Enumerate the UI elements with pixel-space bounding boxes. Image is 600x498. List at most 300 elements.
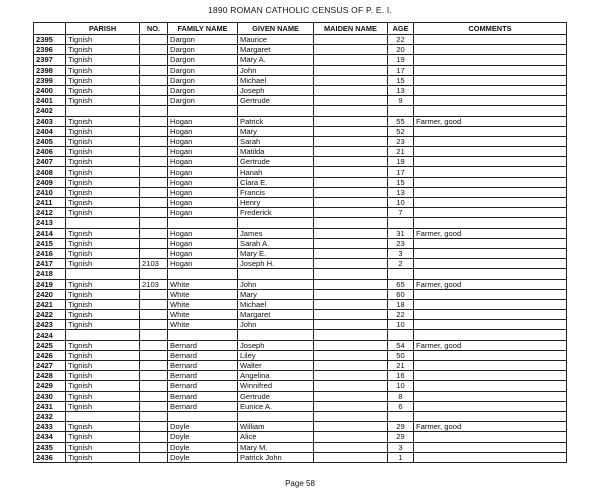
cell-age: 13 [388,85,414,95]
table-row [34,96,567,106]
cell-parish: Tignish [66,299,140,309]
cell-comments: Farmer, good [414,340,567,350]
cell-row-number: 2398 [34,65,66,75]
cell-maiden-name [314,289,388,299]
cell-age: 29 [388,432,414,442]
table-row [34,381,567,391]
cell-parish: Tignish [66,177,140,187]
cell-row-number: 2433 [34,422,66,432]
table-row [34,371,567,381]
cell-parish: Tignish [66,65,140,75]
cell-age: 22 [388,310,414,320]
cell-maiden-name [314,187,388,197]
table-row [34,147,567,157]
cell-no [140,55,168,65]
cell-family-name: Hogan [168,248,238,258]
cell-maiden-name [314,320,388,330]
table-row [34,279,567,289]
cell-given-name: Mary [238,126,314,136]
cell-parish: Tignish [66,45,140,55]
cell-age: 23 [388,136,414,146]
cell-comments [414,136,567,146]
cell-no [140,157,168,167]
cell-given-name: Mary A. [238,55,314,65]
cell-no [140,248,168,258]
cell-given-name: Mary M. [238,442,314,452]
cell-comments [414,96,567,106]
cell-family-name: Hogan [168,157,238,167]
table-row [34,269,567,279]
cell-given-name: Henry [238,198,314,208]
cell-maiden-name [314,106,388,116]
cell-no [140,320,168,330]
cell-family-name: Doyle [168,452,238,462]
cell-age: 10 [388,320,414,330]
cell-age: 60 [388,289,414,299]
cell-given-name: Alice [238,432,314,442]
cell-family-name: Hogan [168,126,238,136]
cell-family-name: Bernard [168,401,238,411]
cell-row-number: 2399 [34,75,66,85]
cell-no [140,85,168,95]
cell-family-name: Dargon [168,96,238,106]
cell-comments [414,55,567,65]
cell-age: 50 [388,350,414,360]
cell-no [140,96,168,106]
cell-parish: Tignish [66,228,140,238]
cell-maiden-name [314,126,388,136]
table-row [34,340,567,350]
cell-parish: Tignish [66,248,140,258]
table-row [34,299,567,309]
table-row [34,248,567,258]
table-row [34,228,567,238]
cell-row-number: 2409 [34,177,66,187]
cell-maiden-name [314,279,388,289]
cell-family-name: Hogan [168,147,238,157]
cell-age: 19 [388,55,414,65]
cell-maiden-name [314,330,388,340]
cell-age: 6 [388,401,414,411]
cell-age: 13 [388,187,414,197]
cell-family-name: Doyle [168,422,238,432]
cell-no [140,310,168,320]
cell-no [140,442,168,452]
table-row [34,35,567,45]
cell-parish: Tignish [66,85,140,95]
cell-family-name: White [168,299,238,309]
cell-row-number: 2423 [34,320,66,330]
cell-family-name: Hogan [168,259,238,269]
cell-maiden-name [314,198,388,208]
cell-given-name: William [238,422,314,432]
page-title: 1890 ROMAN CATHOLIC CENSUS OF P. E. I. [208,5,392,15]
cell-parish: Tignish [66,35,140,45]
cell-no [140,422,168,432]
cell-family-name: Dargon [168,65,238,75]
cell-no [140,177,168,187]
cell-parish: Tignish [66,208,140,218]
cell-age: 18 [388,299,414,309]
cell-row-number: 2405 [34,136,66,146]
cell-maiden-name [314,208,388,218]
table-row [34,350,567,360]
cell-no [140,126,168,136]
cell-row-number: 2412 [34,208,66,218]
cell-family-name: White [168,279,238,289]
cell-age: 21 [388,361,414,371]
cell-comments [414,147,567,157]
cell-age [388,106,414,116]
table-row [34,85,567,95]
cell-maiden-name [314,167,388,177]
cell-given-name [238,411,314,421]
cell-parish: Tignish [66,442,140,452]
cell-parish: Tignish [66,289,140,299]
cell-comments: Farmer, good [414,228,567,238]
cell-given-name [238,269,314,279]
cell-family-name: Bernard [168,350,238,360]
cell-age: 10 [388,381,414,391]
cell-given-name: Eunice A. [238,401,314,411]
table-row [34,187,567,197]
cell-maiden-name [314,248,388,258]
cell-family-name [168,218,238,228]
cell-row-number: 2436 [34,452,66,462]
column-header-parish: PARISH [66,23,140,35]
cell-parish: Tignish [66,136,140,146]
cell-parish: Tignish [66,279,140,289]
cell-age: 54 [388,340,414,350]
cell-age: 15 [388,75,414,85]
cell-maiden-name [314,391,388,401]
cell-comments [414,248,567,258]
cell-row-number: 2421 [34,299,66,309]
cell-family-name [168,411,238,421]
table-row [34,330,567,340]
cell-row-number: 2414 [34,228,66,238]
cell-parish [66,218,140,228]
cell-no [140,289,168,299]
cell-comments [414,411,567,421]
cell-no [140,401,168,411]
cell-comments [414,85,567,95]
cell-comments [414,381,567,391]
cell-given-name: Winnifred [238,381,314,391]
cell-row-number: 2406 [34,147,66,157]
cell-comments [414,126,567,136]
cell-comments [414,35,567,45]
cell-parish: Tignish [66,116,140,126]
cell-no [140,218,168,228]
cell-family-name [168,269,238,279]
cell-maiden-name [314,96,388,106]
cell-family-name: Bernard [168,371,238,381]
cell-age [388,269,414,279]
cell-maiden-name [314,35,388,45]
cell-parish: Tignish [66,310,140,320]
cell-row-number: 2403 [34,116,66,126]
cell-given-name: Frederick [238,208,314,218]
cell-parish: Tignish [66,167,140,177]
cell-no [140,330,168,340]
cell-maiden-name [314,432,388,442]
cell-given-name: Joseph H. [238,259,314,269]
cell-family-name: Bernard [168,340,238,350]
cell-given-name: Joseph [238,85,314,95]
cell-parish: Tignish [66,187,140,197]
cell-maiden-name [314,136,388,146]
table-row [34,65,567,75]
cell-given-name: Sarah [238,136,314,146]
cell-family-name: Bernard [168,361,238,371]
table-row [34,259,567,269]
cell-parish: Tignish [66,259,140,269]
table-row [34,310,567,320]
cell-row-number: 2417 [34,259,66,269]
cell-given-name: Michael [238,299,314,309]
cell-no [140,116,168,126]
cell-given-name: Joseph [238,340,314,350]
cell-age: 55 [388,116,414,126]
cell-given-name: Angelina [238,371,314,381]
table-row [34,177,567,187]
cell-given-name: Liley [238,350,314,360]
cell-age: 22 [388,35,414,45]
cell-no [140,198,168,208]
cell-family-name: Hogan [168,177,238,187]
cell-age: 7 [388,208,414,218]
cell-no [140,340,168,350]
cell-family-name: Dargon [168,85,238,95]
cell-given-name: Francis [238,187,314,197]
cell-comments: Farmer, good [414,279,567,289]
cell-no [140,452,168,462]
cell-given-name [238,106,314,116]
cell-given-name [238,330,314,340]
cell-comments [414,167,567,177]
cell-row-number: 2435 [34,442,66,452]
cell-parish: Tignish [66,371,140,381]
cell-comments [414,361,567,371]
cell-no [140,147,168,157]
cell-row-number: 2428 [34,371,66,381]
cell-comments: Farmer, good [414,116,567,126]
cell-row-number: 2430 [34,391,66,401]
cell-family-name: Hogan [168,198,238,208]
cell-row-number: 2407 [34,157,66,167]
cell-age: 19 [388,157,414,167]
cell-row-number: 2422 [34,310,66,320]
cell-comments [414,269,567,279]
cell-age: 65 [388,279,414,289]
column-header-comments: COMMENTS [414,23,567,35]
cell-given-name: Walter [238,361,314,371]
cell-parish: Tignish [66,238,140,248]
table-row [34,55,567,65]
cell-family-name: Hogan [168,187,238,197]
cell-no [140,238,168,248]
cell-age: 23 [388,238,414,248]
cell-parish: Tignish [66,432,140,442]
cell-no [140,391,168,401]
cell-comments [414,310,567,320]
cell-parish: Tignish [66,75,140,85]
table-body [34,35,567,463]
cell-parish: Tignish [66,320,140,330]
cell-family-name: Dargon [168,35,238,45]
cell-maiden-name [314,55,388,65]
cell-family-name: Dargon [168,75,238,85]
cell-maiden-name [314,340,388,350]
cell-comments [414,218,567,228]
cell-family-name: Hogan [168,228,238,238]
table-row [34,218,567,228]
cell-comments [414,259,567,269]
cell-given-name: John [238,279,314,289]
cell-comments [414,238,567,248]
cell-comments [414,45,567,55]
cell-comments [414,187,567,197]
cell-family-name: Bernard [168,381,238,391]
cell-maiden-name [314,452,388,462]
cell-no [140,187,168,197]
cell-family-name: Hogan [168,167,238,177]
cell-age: 20 [388,45,414,55]
cell-family-name: White [168,289,238,299]
cell-family-name [168,330,238,340]
cell-maiden-name [314,350,388,360]
cell-row-number: 2425 [34,340,66,350]
cell-parish [66,411,140,421]
table-row [34,289,567,299]
table-row [34,208,567,218]
cell-no [140,208,168,218]
cell-comments [414,65,567,75]
cell-row-number: 2420 [34,289,66,299]
cell-row-number: 2400 [34,85,66,95]
table-row [34,401,567,411]
cell-maiden-name [314,147,388,157]
cell-no [140,65,168,75]
table-row [34,167,567,177]
cell-no [140,411,168,421]
cell-family-name: Hogan [168,116,238,126]
table-row [34,361,567,371]
table-row [34,432,567,442]
cell-no [140,35,168,45]
cell-given-name: Gertrude [238,391,314,401]
cell-family-name: Hogan [168,238,238,248]
table-row [34,116,567,126]
cell-comments [414,401,567,411]
cell-row-number: 2401 [34,96,66,106]
cell-maiden-name [314,422,388,432]
cell-given-name: Matilda [238,147,314,157]
cell-age: 3 [388,248,414,258]
cell-comments [414,432,567,442]
cell-comments [414,157,567,167]
table-row [34,320,567,330]
cell-maiden-name [314,177,388,187]
cell-no [140,432,168,442]
cell-maiden-name [314,45,388,55]
cell-maiden-name [314,310,388,320]
cell-given-name: Clara E. [238,177,314,187]
cell-maiden-name [314,218,388,228]
cell-maiden-name [314,238,388,248]
cell-comments [414,330,567,340]
cell-no: 2103 [140,259,168,269]
cell-row-number: 2419 [34,279,66,289]
cell-comments [414,75,567,85]
cell-row-number: 2426 [34,350,66,360]
cell-given-name: Hanah [238,167,314,177]
cell-family-name: Hogan [168,136,238,146]
cell-parish: Tignish [66,381,140,391]
cell-maiden-name [314,116,388,126]
cell-maiden-name [314,85,388,95]
cell-given-name: Mary E. [238,248,314,258]
cell-given-name: Mary [238,289,314,299]
table-row [34,422,567,432]
cell-given-name: James [238,228,314,238]
cell-row-number: 2411 [34,198,66,208]
cell-age: 21 [388,147,414,157]
cell-parish: Tignish [66,340,140,350]
cell-no [140,45,168,55]
cell-age: 16 [388,371,414,381]
cell-comments: Farmer, good [414,422,567,432]
cell-no [140,75,168,85]
cell-age: 1 [388,452,414,462]
table-row [34,452,567,462]
cell-family-name: White [168,310,238,320]
cell-parish: Tignish [66,361,140,371]
cell-parish: Tignish [66,147,140,157]
cell-parish: Tignish [66,198,140,208]
cell-age: 29 [388,422,414,432]
cell-row-number: 2415 [34,238,66,248]
cell-parish: Tignish [66,126,140,136]
cell-parish: Tignish [66,391,140,401]
cell-family-name: Hogan [168,208,238,218]
table-row [34,126,567,136]
cell-maiden-name [314,411,388,421]
cell-maiden-name [314,401,388,411]
cell-parish: Tignish [66,350,140,360]
cell-parish [66,269,140,279]
cell-row-number: 2424 [34,330,66,340]
census-table [33,22,567,463]
cell-no: 2103 [140,279,168,289]
cell-comments [414,106,567,116]
cell-parish: Tignish [66,452,140,462]
cell-family-name: Dargon [168,45,238,55]
cell-given-name: Margaret [238,45,314,55]
cell-no [140,269,168,279]
cell-given-name: John [238,65,314,75]
cell-row-number: 2429 [34,381,66,391]
cell-given-name: Gertrude [238,157,314,167]
column-header-no: NO. [140,23,168,35]
cell-maiden-name [314,381,388,391]
cell-parish [66,106,140,116]
cell-no [140,136,168,146]
cell-no [140,228,168,238]
cell-no [140,167,168,177]
cell-no [140,371,168,381]
